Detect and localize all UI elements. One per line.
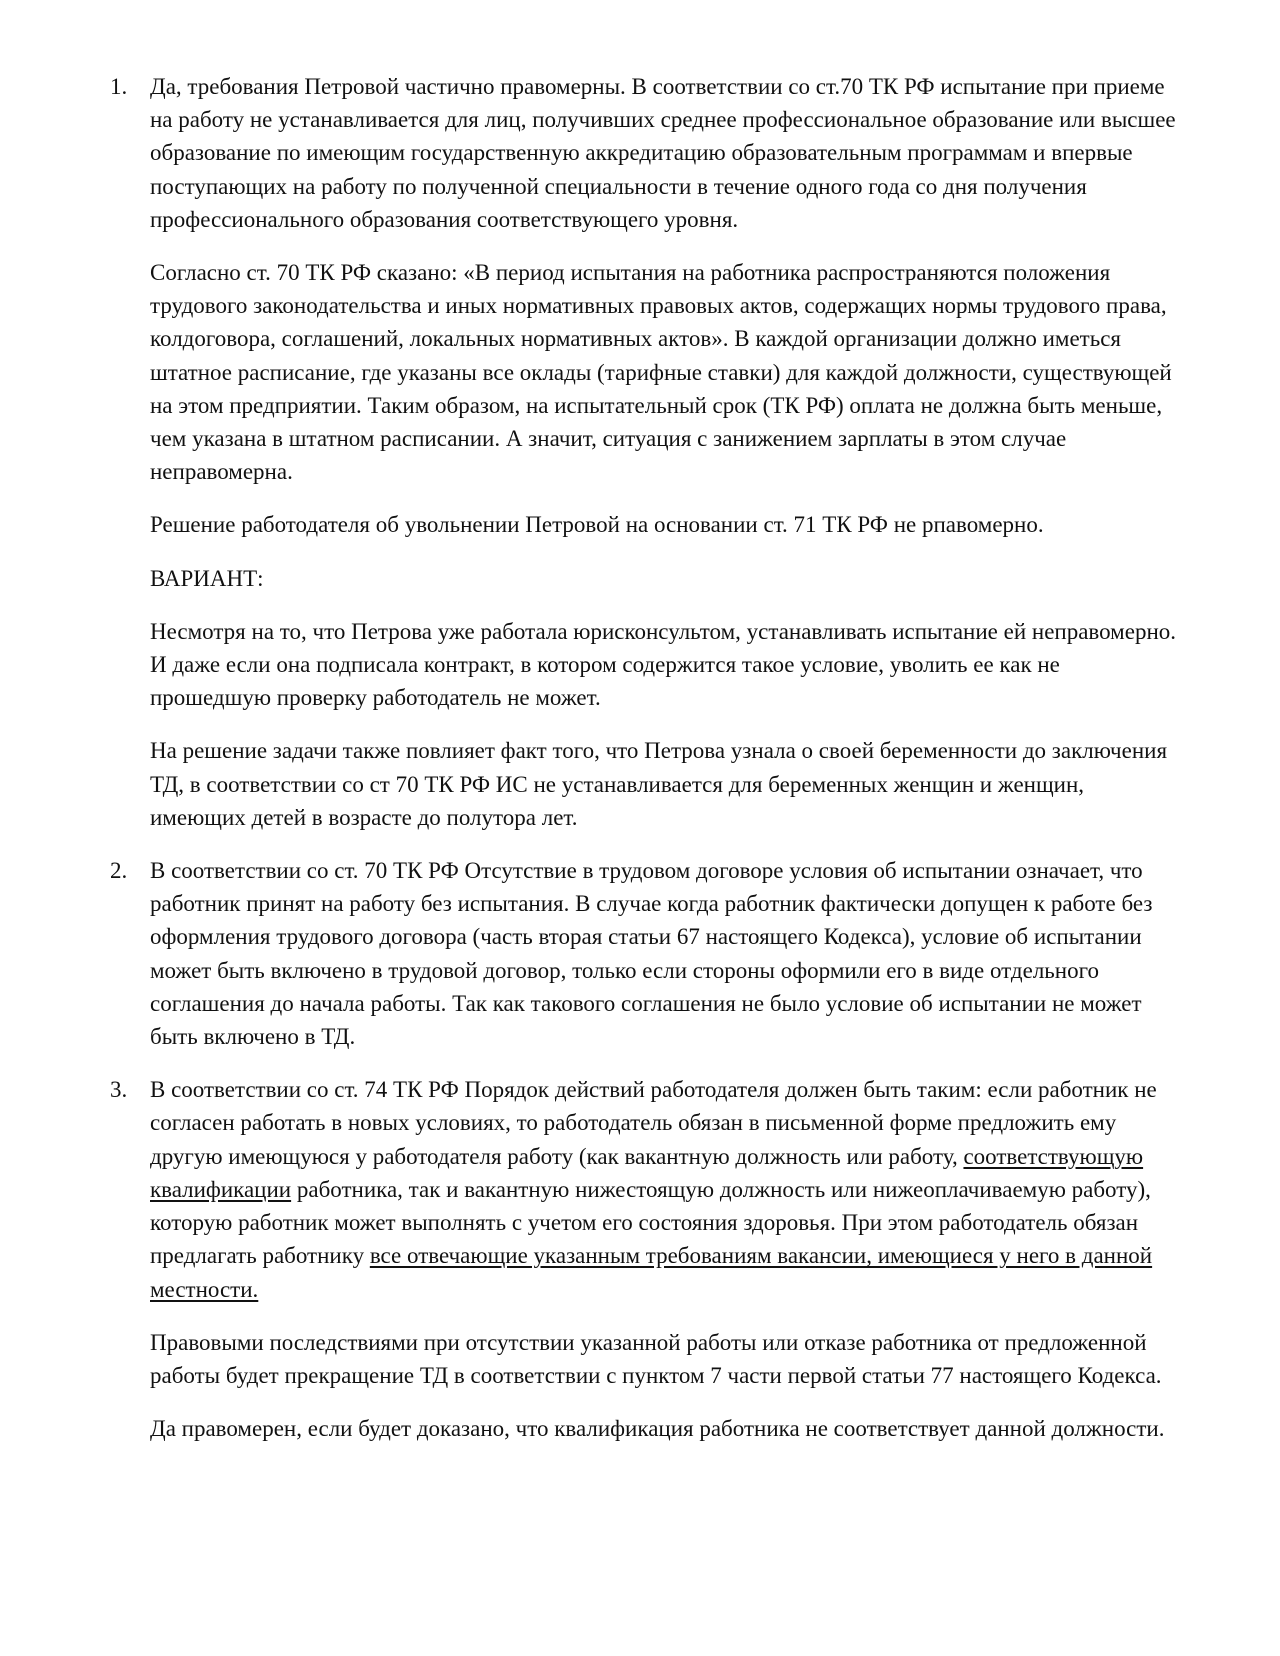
list-number: 2. <box>110 858 128 884</box>
underlined-link[interactable]: соответствующую квалификации <box>150 1143 1144 1202</box>
paragraph: Правовыми последствиями при отсутствии указанной работы или отказе работника от предложенной работы будет прекращение ТД в соответствии с пунктом 7 части первой статьи 77 настоящего Кодекса. <box>150 1329 1162 1388</box>
paragraph: На решение задачи также повлияет факт того, что Петрова узнала о своей беременности до заключения ТД, в соответствии со ст 70 ТК РФ ИС не устанавливается для беременных женщин и женщин, имеющих детей в возрасте до полутора лет. <box>150 738 1168 830</box>
paragraph: Решение работодателя об увольнении Петровой на основании ст. 71 ТК РФ не рпавомерно. <box>150 512 1044 538</box>
paragraph-heading: ВАРИАНТ: <box>150 565 264 591</box>
list-number: 1. <box>110 74 128 99</box>
paragraph <box>150 1073 1180 1305</box>
paragraph: Несмотря на то, что Петрова уже работала юрисконсультом, устанавливать испытание ей неправомерно. И даже если она подписала контракт, в котором содержится такое условие, уволить ее как не прошедшую проверку работодатель не может. <box>150 618 1177 711</box>
paragraph-text: В соответствии со ст. 74 ТК РФ Порядок действий работодателя должен быть таким: если работник не согласен работать в новых условиях, то работодатель обязан в письменной форме предложить ему другую имеющуюся у работодателя работу (как вакантную должность или работу, <box>150 1077 1157 1169</box>
list-item-2 <box>110 854 1180 1053</box>
list-item-3 <box>110 1073 1180 1445</box>
paragraph: Да правомерен, если будет доказано, что квалификация работника не соответствует данной должности. <box>150 1416 1165 1442</box>
underlined-link[interactable]: все отвечающие указанным требованиям вакансии, имеющиеся у него в данной местности. <box>150 1243 1153 1302</box>
list-number: 3. <box>110 1077 128 1103</box>
paragraph-text: работника, так и вакантную нижестоящую должность или нижеоплачиваемую работу), которую работник может выполнять с учетом его состояния здоровья. При этом работодатель обязан предлагать работнику <box>150 1176 1151 1269</box>
paragraph: Согласно ст. 70 ТК РФ сказано: «В период испытания на работника распространяются положения трудового законодательства и иных нормативных правовых актов, содержащих нормы трудового права, колдоговора, соглашений, локальных нормативных актов». В каждой организации должно иметься штатное расписание, где указаны все оклады (тарифные ставки) для каждой должности, существующей на этом предприятии. Таким образом, на испытательный срок (ТК РФ) оплата не должна быть меньше, чем указана в штатном расписании. А значит, ситуация с занижением зарплаты в этом случае неправомерна. <box>150 260 1172 485</box>
paragraph: В соответствии со ст. 70 ТК РФ Отсутствие в трудовом договоре условия об испытании означает, что работник принят на работу без испытания. В случае когда работник фактически допущен к работе без оформления трудового договора (часть вторая статьи 67 настоящего Кодекса), условие об испытании может быть включено в трудовой договор, только если стороны оформили его в виде отдельного соглашения до начала работы. Так как такового соглашения не было условие об испытании не может быть включено в ТД. <box>150 858 1153 1050</box>
list-item-1 <box>110 70 1180 834</box>
paragraph: Да, требования Петровой частично правомерны. В соответствии со ст.70 ТК РФ испытание при приеме на работу не устанавливается для лиц, получивших среднее профессиональное образование или высшее образование по имеющим государственную аккредитацию образовательным программам и впервые поступающих на работу по полученной специальности в течение одного года со дня получения профессионального образования соответствующего уровня. <box>150 74 1176 232</box>
